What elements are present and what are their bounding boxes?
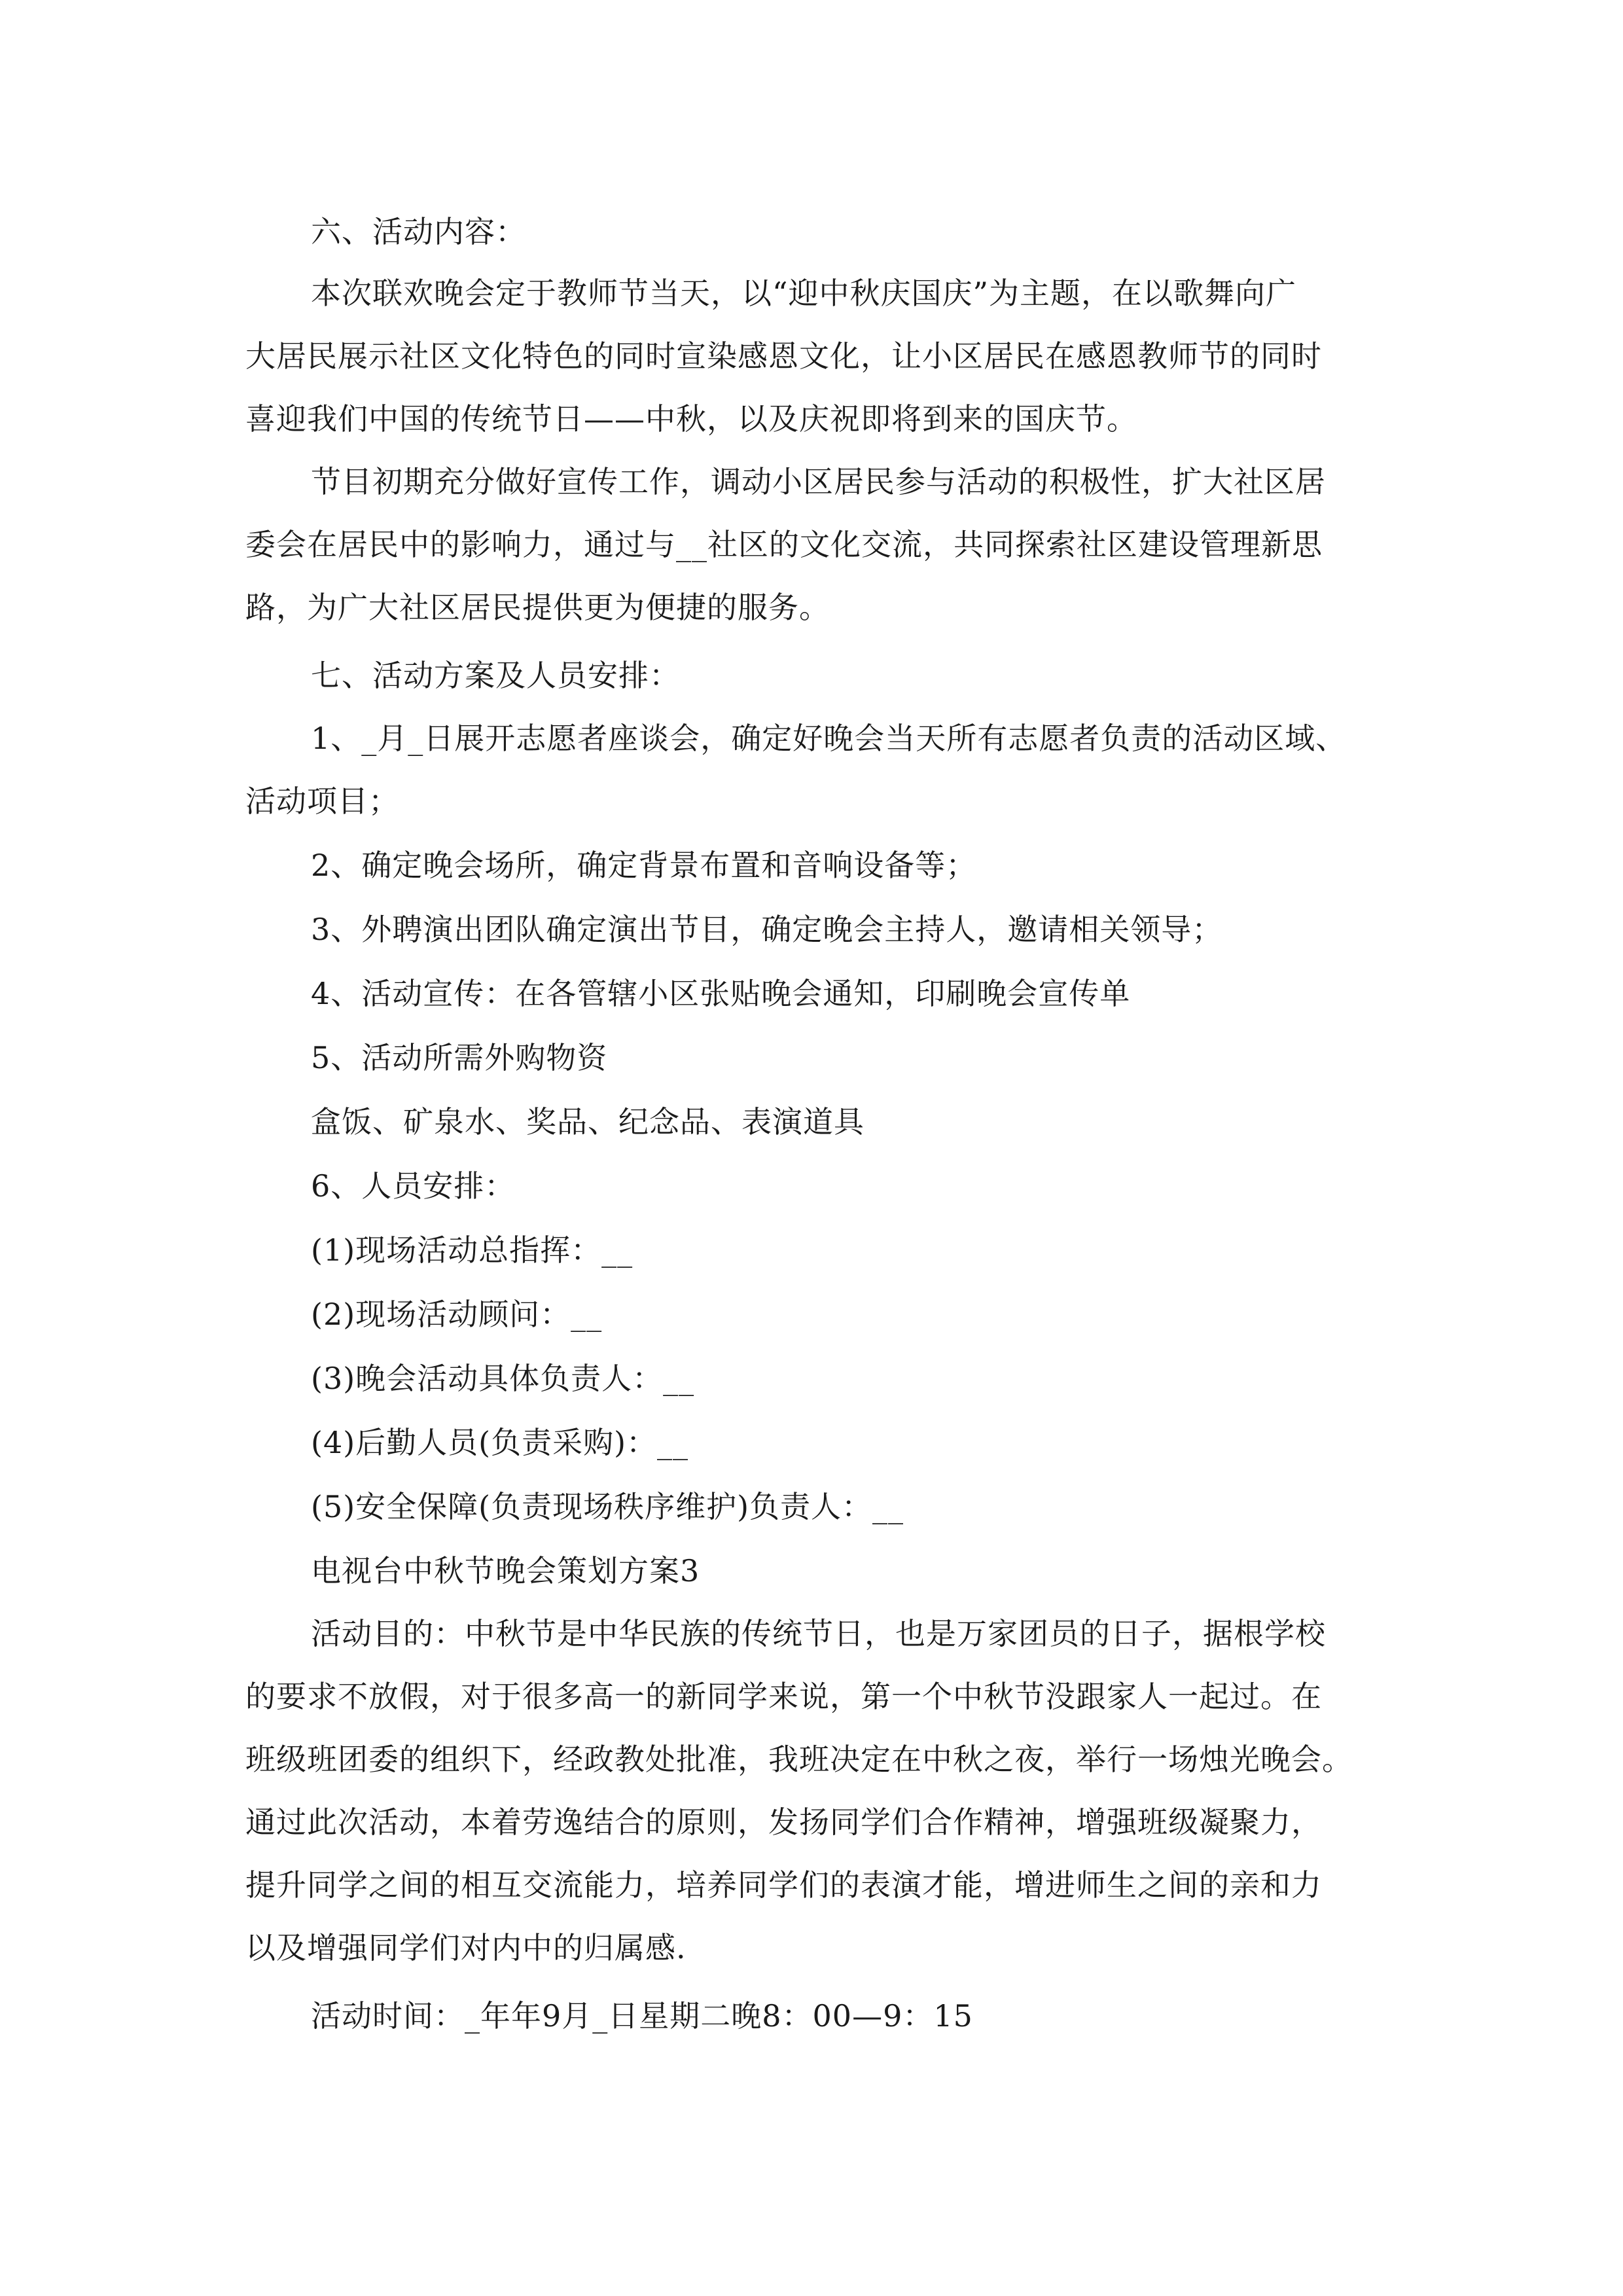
paragraph-line: 以及增强同学们对内中的归属感. — [245, 1930, 687, 1965]
staff-item: (4)后勤人员(负责采购)：__ — [311, 1425, 689, 1460]
paragraph-line: 的要求不放假，对于很多高一的新同学来说，第一个中秋节没跟家人一起过。在 — [245, 1679, 1322, 1714]
staff-item: (5)安全保障(负责现场秩序维护)负责人：__ — [311, 1489, 904, 1524]
list-item-continuation: 活动项目； — [245, 783, 399, 819]
paragraph-line: 委会在居民中的影响力，通过与__社区的文化交流，共同探索社区建设管理新思 — [245, 527, 1323, 562]
paragraph-line: 活动目的：中秋节是中华民族的传统节日，也是万家团员的日子，据根学校 — [311, 1616, 1326, 1651]
paragraph-line: 大居民展示社区文化特色的同时宣染感恩文化，让小区居民在感恩教师节的同时 — [245, 338, 1322, 374]
activity-time: 活动时间：_年年9月_日星期二晚8：00—9：15 — [311, 1998, 973, 2034]
staff-item: (1)现场活动总指挥：__ — [311, 1232, 633, 1268]
list-item: 3、外聘演出团队确定演出节目，确定晚会主持人，邀请相关领导； — [311, 912, 1223, 947]
list-item: 6、人员安排： — [311, 1168, 516, 1204]
paragraph-line: 班级班团委的组织下，经政教处批准，我班决定在中秋之夜，举行一场烛光晚会。 — [245, 1742, 1353, 1777]
list-item: 5、活动所需外购物资 — [311, 1040, 608, 1075]
paragraph-line: 本次联欢晚会定于教师节当天，以“迎中秋庆国庆”为主题，在以歌舞向广 — [311, 276, 1297, 311]
paragraph-line: 通过此次活动，本着劳逸结合的原则，发扬同学们合作精神，增强班级凝聚力， — [245, 1804, 1322, 1840]
plan-title: 电视台中秋节晚会策划方案3 — [311, 1553, 700, 1588]
list-item: 2、确定晚会场所，确定背景布置和音响设备等； — [311, 848, 977, 883]
list-item-detail: 盒饭、矿泉水、奖品、纪念品、表演道具 — [311, 1104, 865, 1139]
list-item: 1、_月_日展开志愿者座谈会，确定好晚会当天所有志愿者负责的活动区域、 — [311, 721, 1347, 756]
section-heading-7: 七、活动方案及人员安排： — [311, 658, 680, 693]
section-heading-6: 六、活动内容： — [311, 214, 526, 249]
paragraph-line: 路，为广大社区居民提供更为便捷的服务。 — [245, 590, 830, 625]
staff-item: (3)晚会活动具体负责人：__ — [311, 1361, 695, 1396]
paragraph-line: 提升同学之间的相互交流能力，培养同学们的表演才能，增进师生之间的亲和力 — [245, 1867, 1322, 1903]
staff-item: (2)现场活动顾问：__ — [311, 1297, 603, 1332]
list-item: 4、活动宣传：在各管辖小区张贴晚会通知，印刷晚会宣传单 — [311, 976, 1131, 1011]
paragraph-line: 喜迎我们中国的传统节日——中秋，以及庆祝即将到来的国庆节。 — [245, 401, 1137, 437]
paragraph-line: 节目初期充分做好宣传工作，调动小区居民参与活动的积极性，扩大社区居 — [311, 464, 1326, 499]
